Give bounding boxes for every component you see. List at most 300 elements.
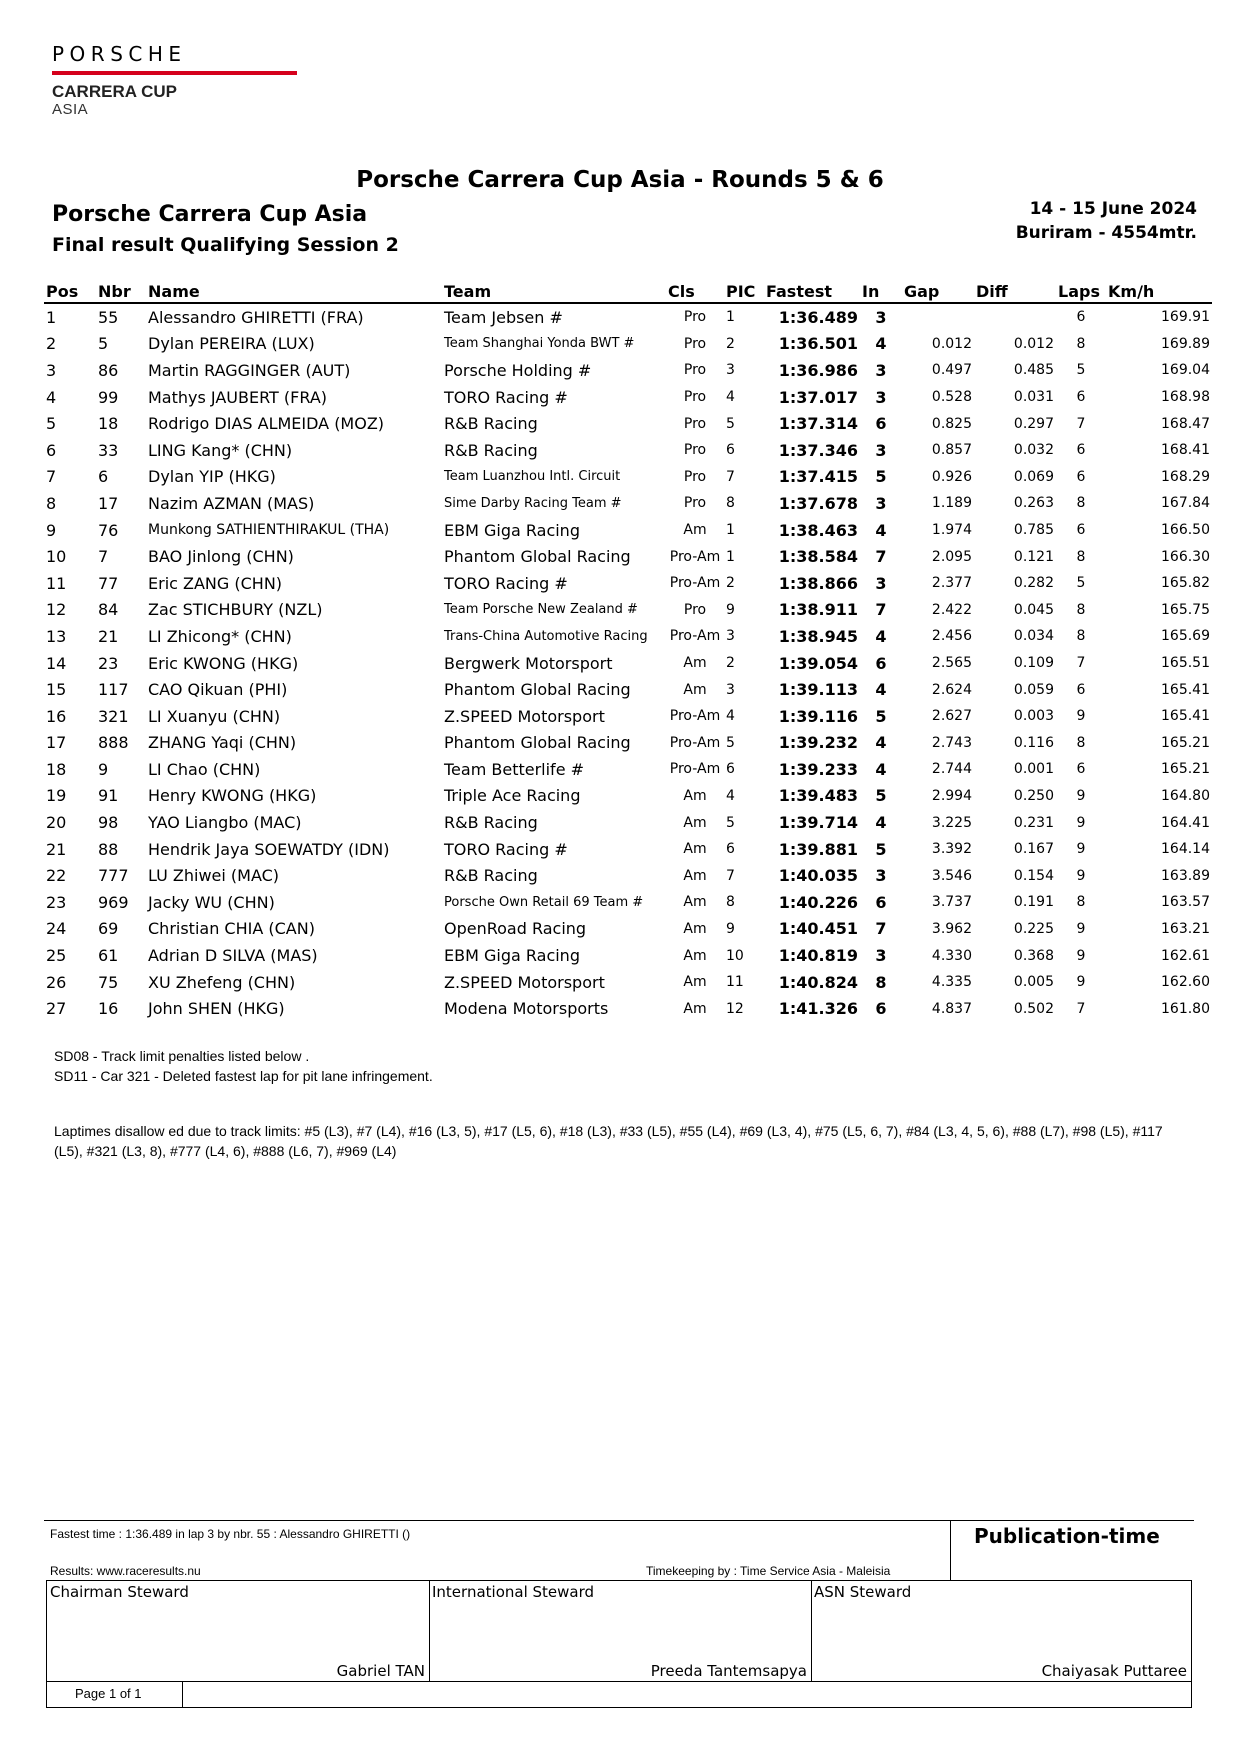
cell-gap: 2.456 (931, 628, 972, 645)
cell-fastest: 1:36.501 (778, 334, 858, 354)
cell-laps: 7 (1076, 655, 1086, 672)
col-name: Name (146, 280, 442, 303)
cell-laps: 9 (1076, 787, 1086, 804)
cell-diff: 0.005 (1013, 974, 1054, 991)
cell-nbr: 18 (98, 414, 119, 434)
cell-in: 5 (875, 467, 887, 487)
cell-pic: 4 (726, 708, 735, 725)
cell-pos: 6 (46, 440, 57, 460)
cell-cls: Pro (683, 389, 707, 406)
cell-pic: 4 (726, 787, 735, 804)
cell-team: Triple Ace Racing (444, 786, 581, 806)
cell-pic: 5 (726, 814, 735, 831)
cell-name: Dylan PEREIRA (LUX) (148, 334, 315, 354)
cell-name: LING Kang* (CHN) (148, 440, 293, 460)
cell-name: LI Chao (CHN) (148, 759, 261, 779)
cell-nbr: 33 (98, 440, 119, 460)
cell-pic: 11 (726, 974, 744, 991)
table-row (44, 570, 1212, 597)
cell-name: XU Zhefeng (CHN) (148, 972, 296, 992)
cell-laps: 6 (1076, 442, 1086, 459)
cell-nbr: 5 (98, 334, 109, 354)
cell-kmh: 162.60 (1161, 974, 1210, 991)
cell-pos: 17 (46, 733, 67, 753)
cell-name: Alessandro GHIRETTI (FRA) (148, 307, 364, 327)
cell-cls: Am (683, 681, 707, 698)
cell-fastest: 1:39.881 (778, 839, 858, 859)
cell-in: 3 (875, 440, 887, 460)
cell-team: OpenRoad Racing (444, 919, 587, 939)
table-row (44, 756, 1212, 783)
cell-name: LI Zhicong* (CHN) (148, 626, 292, 646)
cell-gap: 2.743 (931, 734, 972, 751)
cell-pic: 3 (726, 362, 735, 379)
cell-gap: 3.392 (931, 841, 972, 858)
cell-pos: 22 (46, 866, 67, 886)
table-row (44, 703, 1212, 730)
cell-laps: 9 (1076, 947, 1086, 964)
page-title: Porsche Carrera Cup Asia - Rounds 5 & 6 (356, 167, 884, 193)
table-row (44, 969, 1212, 996)
cell-kmh: 169.91 (1161, 309, 1210, 326)
cell-nbr: 7 (98, 547, 109, 567)
cell-in: 3 (875, 866, 887, 886)
cell-nbr: 98 (98, 813, 119, 833)
cell-diff: 0.032 (1013, 442, 1054, 459)
cell-in: 6 (875, 892, 887, 912)
series-title: Porsche Carrera Cup Asia (52, 202, 368, 227)
cell-kmh: 169.89 (1161, 335, 1210, 352)
cell-gap: 2.744 (931, 761, 972, 778)
cell-fastest: 1:38.463 (778, 520, 858, 540)
publication-divider (950, 1520, 951, 1580)
cell-nbr: 75 (98, 972, 119, 992)
cell-cls: Pro-Am (669, 708, 721, 725)
cell-name: Hendrik Jaya SOEWATDY (IDN) (148, 839, 390, 859)
table-row (44, 543, 1212, 570)
cell-name: Martin RAGGINGER (AUT) (148, 360, 351, 380)
cell-name: Rodrigo DIAS ALMEIDA (MOZ) (148, 414, 385, 434)
cell-laps: 5 (1076, 362, 1086, 379)
cell-pic: 7 (726, 468, 735, 485)
page-number: Page 1 of 1 (75, 1686, 142, 1701)
table-row (44, 942, 1212, 969)
cell-cls: Pro (683, 415, 707, 432)
note-sd11: SD11 - Car 321 - Deleted fastest lap for pit lane infringement. (54, 1068, 433, 1084)
fastest-time-summary: Fastest time : 1:36.489 in lap 3 by nbr. 55 : Alessandro GHIRETTI () (50, 1527, 411, 1541)
cell-gap: 2.627 (931, 708, 972, 725)
cell-cls: Pro-Am (669, 734, 721, 751)
cell-pic: 8 (726, 495, 735, 512)
cell-in: 5 (875, 786, 887, 806)
cell-team: TORO Racing # (444, 573, 568, 593)
cell-team: EBM Giga Racing (444, 520, 580, 540)
cell-diff: 0.368 (1013, 947, 1054, 964)
cell-fastest: 1:40.226 (778, 892, 858, 912)
cell-diff (974, 303, 1056, 331)
cell-in: 4 (875, 626, 887, 646)
cell-nbr: 84 (98, 600, 119, 620)
cell-laps: 6 (1076, 681, 1086, 698)
cell-pos: 24 (46, 919, 67, 939)
cell-team: Porsche Holding # (444, 360, 592, 380)
cell-fastest: 1:39.232 (778, 733, 858, 753)
cell-gap: 3.962 (931, 920, 972, 937)
cell-fastest: 1:39.714 (778, 813, 858, 833)
cell-kmh: 165.51 (1161, 655, 1210, 672)
cell-fastest: 1:40.824 (778, 972, 858, 992)
col-team: Team (442, 280, 666, 303)
cell-laps: 8 (1076, 601, 1086, 618)
table-header-row (44, 280, 1212, 303)
cell-gap: 4.837 (931, 1000, 972, 1017)
cell-in: 7 (875, 600, 887, 620)
cell-pos: 13 (46, 626, 67, 646)
cell-cls: Am (683, 1000, 707, 1017)
cell-gap: 1.974 (931, 522, 972, 539)
cell-gap: 3.225 (931, 814, 972, 831)
note-sd08: SD08 - Track limit penalties listed below . (54, 1048, 310, 1064)
cell-diff: 0.069 (1013, 468, 1054, 485)
cell-cls: Pro-Am (669, 761, 721, 778)
cell-nbr: 969 (98, 892, 129, 912)
cell-name: LU Zhiwei (MAC) (148, 866, 280, 886)
table-row (44, 437, 1212, 464)
cell-fastest: 1:40.035 (778, 866, 858, 886)
cell-laps: 6 (1076, 309, 1086, 326)
cell-diff: 0.785 (1013, 522, 1054, 539)
porsche-logo (52, 44, 302, 119)
cell-pic: 1 (726, 522, 735, 539)
cell-pos: 27 (46, 999, 67, 1019)
chairman-steward (47, 1581, 429, 1681)
event-date: 14 - 15 June 2024 (1029, 199, 1197, 219)
cell-pos: 20 (46, 813, 67, 833)
table-row (44, 676, 1212, 703)
cell-cls: Am (683, 787, 707, 804)
cell-kmh: 161.80 (1161, 1000, 1210, 1017)
cell-team: TORO Racing # (444, 839, 568, 859)
cell-gap: 2.565 (931, 655, 972, 672)
cell-diff: 0.003 (1013, 708, 1054, 725)
cell-kmh: 165.41 (1161, 708, 1210, 725)
col-in: In (860, 280, 902, 303)
cell-pic: 2 (726, 575, 735, 592)
table-row (44, 809, 1212, 836)
cell-laps: 9 (1076, 920, 1086, 937)
cell-team: R&B Racing (444, 414, 538, 434)
notes (54, 1046, 433, 1086)
cell-diff: 0.154 (1013, 867, 1054, 884)
cell-gap: 4.335 (931, 974, 972, 991)
cell-kmh: 165.82 (1161, 575, 1210, 592)
table-row (44, 357, 1212, 384)
cell-gap: 2.422 (931, 601, 972, 618)
table-row (44, 331, 1212, 358)
col-laps: Laps (1056, 280, 1106, 303)
cell-kmh: 168.98 (1161, 389, 1210, 406)
cell-nbr: 88 (98, 839, 119, 859)
cell-diff: 0.121 (1013, 548, 1054, 565)
cell-laps: 8 (1076, 734, 1086, 751)
cell-diff: 0.167 (1013, 841, 1054, 858)
cell-name: ZHANG Yaqi (CHN) (148, 733, 297, 753)
cell-gap: 0.825 (931, 415, 972, 432)
timekeeping: Timekeeping by : Time Service Asia - Maleisia (646, 1564, 891, 1578)
cell-cls: Pro-Am (669, 628, 721, 645)
cell-kmh: 166.30 (1161, 548, 1210, 565)
cell-name: Dylan YIP (HKG) (148, 467, 276, 487)
cell-kmh: 162.61 (1161, 947, 1210, 964)
cell-in: 7 (875, 919, 887, 939)
col-gap: Gap (902, 280, 974, 303)
cell-team: Phantom Global Racing (444, 547, 631, 567)
cell-laps: 6 (1076, 389, 1086, 406)
page-box (46, 1681, 1192, 1708)
cell-laps: 9 (1076, 814, 1086, 831)
cell-nbr: 17 (98, 493, 119, 513)
cell-team: Team Porsche New Zealand # (444, 602, 638, 618)
col-kmh: Km/h (1106, 280, 1212, 303)
cell-pic: 2 (726, 335, 735, 352)
cell-diff: 0.297 (1013, 415, 1054, 432)
cell-laps: 9 (1076, 841, 1086, 858)
cell-team: Z.SPEED Motorsport (444, 706, 605, 726)
cell-laps: 8 (1076, 495, 1086, 512)
cell-diff: 0.191 (1013, 894, 1054, 911)
cell-pic: 6 (726, 841, 735, 858)
cell-name: Eric KWONG (HKG) (148, 653, 299, 673)
table-row (44, 783, 1212, 810)
cell-team: Team Betterlife # (444, 759, 585, 779)
cell-in: 6 (875, 653, 887, 673)
cell-name: John SHEN (HKG) (148, 999, 285, 1019)
cell-name: Eric ZANG (CHN) (148, 573, 283, 593)
col-cls: Cls (666, 280, 724, 303)
cell-pos: 4 (46, 387, 57, 407)
cell-name: Christian CHIA (CAN) (148, 919, 315, 939)
cell-kmh: 164.14 (1161, 841, 1210, 858)
cell-nbr: 61 (98, 946, 119, 966)
cell-nbr: 9 (98, 759, 109, 779)
cell-in: 4 (875, 733, 887, 753)
cell-team: R&B Racing (444, 813, 538, 833)
cell-cls: Am (683, 974, 707, 991)
cell-name: Mathys JAUBERT (FRA) (148, 387, 328, 407)
table-row (44, 464, 1212, 491)
cell-pic: 3 (726, 681, 735, 698)
cell-pos: 9 (46, 520, 57, 540)
cell-team: Team Shanghai Yonda BWT # (444, 336, 635, 352)
cell-team: Phantom Global Racing (444, 680, 631, 700)
cell-gap: 4.330 (931, 947, 972, 964)
cell-cls: Pro (683, 468, 707, 485)
cell-gap: 2.624 (931, 681, 972, 698)
col-diff: Diff (974, 280, 1056, 303)
cell-fastest: 1:38.866 (778, 573, 858, 593)
cell-name: Henry KWONG (HKG) (148, 786, 317, 806)
page-divider (182, 1681, 183, 1707)
cell-in: 4 (875, 759, 887, 779)
cell-in: 4 (875, 334, 887, 354)
cell-cls: Pro-Am (669, 548, 721, 565)
cell-fastest: 1:38.945 (778, 626, 858, 646)
cell-fastest: 1:38.911 (778, 600, 858, 620)
cell-in: 4 (875, 680, 887, 700)
table-row (44, 650, 1212, 677)
cell-nbr: 55 (98, 307, 119, 327)
cell-laps: 6 (1076, 522, 1086, 539)
cell-kmh: 163.57 (1161, 894, 1210, 911)
cell-team: Bergwerk Motorsport (444, 653, 613, 673)
cell-nbr: 77 (98, 573, 119, 593)
cell-pic: 3 (726, 628, 735, 645)
cell-fastest: 1:37.314 (778, 414, 858, 434)
cell-pic: 1 (726, 309, 735, 326)
col-nbr: Nbr (96, 280, 146, 303)
cell-team: TORO Racing # (444, 387, 568, 407)
cell-in: 3 (875, 946, 887, 966)
cell-fastest: 1:39.233 (778, 759, 858, 779)
table-row (44, 889, 1212, 916)
cell-nbr: 6 (98, 467, 109, 487)
cell-name: CAO Qikuan (PHI) (148, 680, 288, 700)
cell-fastest: 1:39.054 (778, 653, 858, 673)
cell-fastest: 1:40.819 (778, 946, 858, 966)
cell-name: Munkong SATHIENTHIRAKUL (THA) (148, 522, 390, 539)
cell-fastest: 1:36.489 (778, 307, 858, 327)
cell-laps: 6 (1076, 761, 1086, 778)
cell-diff: 0.031 (1013, 389, 1054, 406)
steward-role: International Steward (432, 1583, 595, 1601)
cell-pos: 1 (46, 307, 57, 327)
cell-cls: Am (683, 814, 707, 831)
cell-laps: 8 (1076, 335, 1086, 352)
cell-pos: 12 (46, 600, 67, 620)
cell-kmh: 163.21 (1161, 920, 1210, 937)
cell-pic: 4 (726, 389, 735, 406)
cell-diff: 0.225 (1013, 920, 1054, 937)
cell-gap (902, 303, 974, 331)
cell-pic: 2 (726, 655, 735, 672)
cell-in: 4 (875, 813, 887, 833)
cell-pos: 10 (46, 547, 67, 567)
cell-cls: Pro (683, 442, 707, 459)
cell-pos: 7 (46, 467, 57, 487)
cell-in: 3 (875, 493, 887, 513)
table-row (44, 623, 1212, 650)
cell-pos: 25 (46, 946, 67, 966)
cell-pic: 9 (726, 601, 735, 618)
asn-steward (811, 1581, 1191, 1681)
cell-team: Phantom Global Racing (444, 733, 631, 753)
cell-laps: 7 (1076, 415, 1086, 432)
cell-in: 3 (875, 360, 887, 380)
cell-pos: 26 (46, 972, 67, 992)
cell-cls: Pro (683, 335, 707, 352)
col-pos: Pos (44, 280, 96, 303)
steward-name: Gabriel TAN (336, 1662, 425, 1680)
cell-nbr: 76 (98, 520, 119, 540)
cell-kmh: 165.21 (1161, 761, 1210, 778)
international-steward (429, 1581, 811, 1681)
cell-gap: 0.497 (931, 362, 972, 379)
cell-team: Team Jebsen # (444, 307, 563, 327)
logo-series: CARRERA CUP (52, 82, 177, 101)
cell-pic: 5 (726, 415, 735, 432)
cell-pos: 8 (46, 493, 57, 513)
cell-kmh: 165.41 (1161, 681, 1210, 698)
cell-pic: 10 (726, 947, 744, 964)
cell-fastest: 1:40.451 (778, 919, 858, 939)
cell-team: Sime Darby Racing Team # (444, 495, 622, 511)
cell-team: Modena Motorsports (444, 999, 609, 1019)
cell-cls: Am (683, 920, 707, 937)
table-row (44, 410, 1212, 437)
cell-in: 8 (875, 972, 887, 992)
cell-nbr: 16 (98, 999, 119, 1019)
cell-pos: 19 (46, 786, 67, 806)
cell-name: Jacky WU (CHN) (148, 892, 275, 912)
cell-in: 3 (875, 387, 887, 407)
table-row (44, 384, 1212, 411)
cell-laps: 9 (1076, 867, 1086, 884)
logo-region: ASIA (52, 101, 89, 118)
cell-diff: 0.502 (1013, 1000, 1054, 1017)
steward-name: Chaiyasak Puttaree (1041, 1662, 1187, 1680)
cell-nbr: 321 (98, 706, 129, 726)
cell-gap: 3.737 (931, 894, 972, 911)
cell-nbr: 23 (98, 653, 119, 673)
cell-gap: 0.926 (931, 468, 972, 485)
cell-name: Nazim AZMAN (MAS) (148, 493, 315, 513)
cell-pos: 18 (46, 759, 67, 779)
cell-laps: 8 (1076, 894, 1086, 911)
cell-in: 3 (875, 307, 887, 327)
cell-fastest: 1:39.113 (778, 680, 858, 700)
logo-red-bar (52, 71, 297, 75)
cell-team: Team Luanzhou Intl. Circuit (444, 469, 621, 485)
results-url: Results: www.raceresults.nu (50, 1564, 201, 1578)
publication-time-label: Publication-time (974, 1524, 1160, 1548)
cell-laps: 7 (1076, 1000, 1086, 1017)
table-row (44, 916, 1212, 943)
cell-name: BAO Jinlong (CHN) (148, 547, 294, 567)
cell-pos: 21 (46, 839, 67, 859)
cell-cls: Pro (683, 601, 707, 618)
table-row (44, 862, 1212, 889)
table-row (44, 597, 1212, 624)
cell-name: Zac STICHBURY (NZL) (148, 600, 323, 620)
cell-gap: 1.189 (931, 495, 972, 512)
cell-team: R&B Racing (444, 866, 538, 886)
cell-nbr: 91 (98, 786, 119, 806)
cell-nbr: 21 (98, 626, 119, 646)
cell-cls: Am (683, 947, 707, 964)
cell-kmh: 163.89 (1161, 867, 1210, 884)
cell-kmh: 165.21 (1161, 734, 1210, 751)
event-location: Buriram - 4554mtr. (1015, 223, 1197, 243)
cell-pic: 7 (726, 867, 735, 884)
cell-pic: 6 (726, 442, 735, 459)
cell-pos: 16 (46, 706, 67, 726)
cell-in: 5 (875, 839, 887, 859)
cell-diff: 0.059 (1013, 681, 1054, 698)
cell-name: Adrian D SILVA (MAS) (148, 946, 318, 966)
table-row (44, 730, 1212, 757)
cell-pic: 5 (726, 734, 735, 751)
cell-kmh: 169.04 (1161, 362, 1210, 379)
